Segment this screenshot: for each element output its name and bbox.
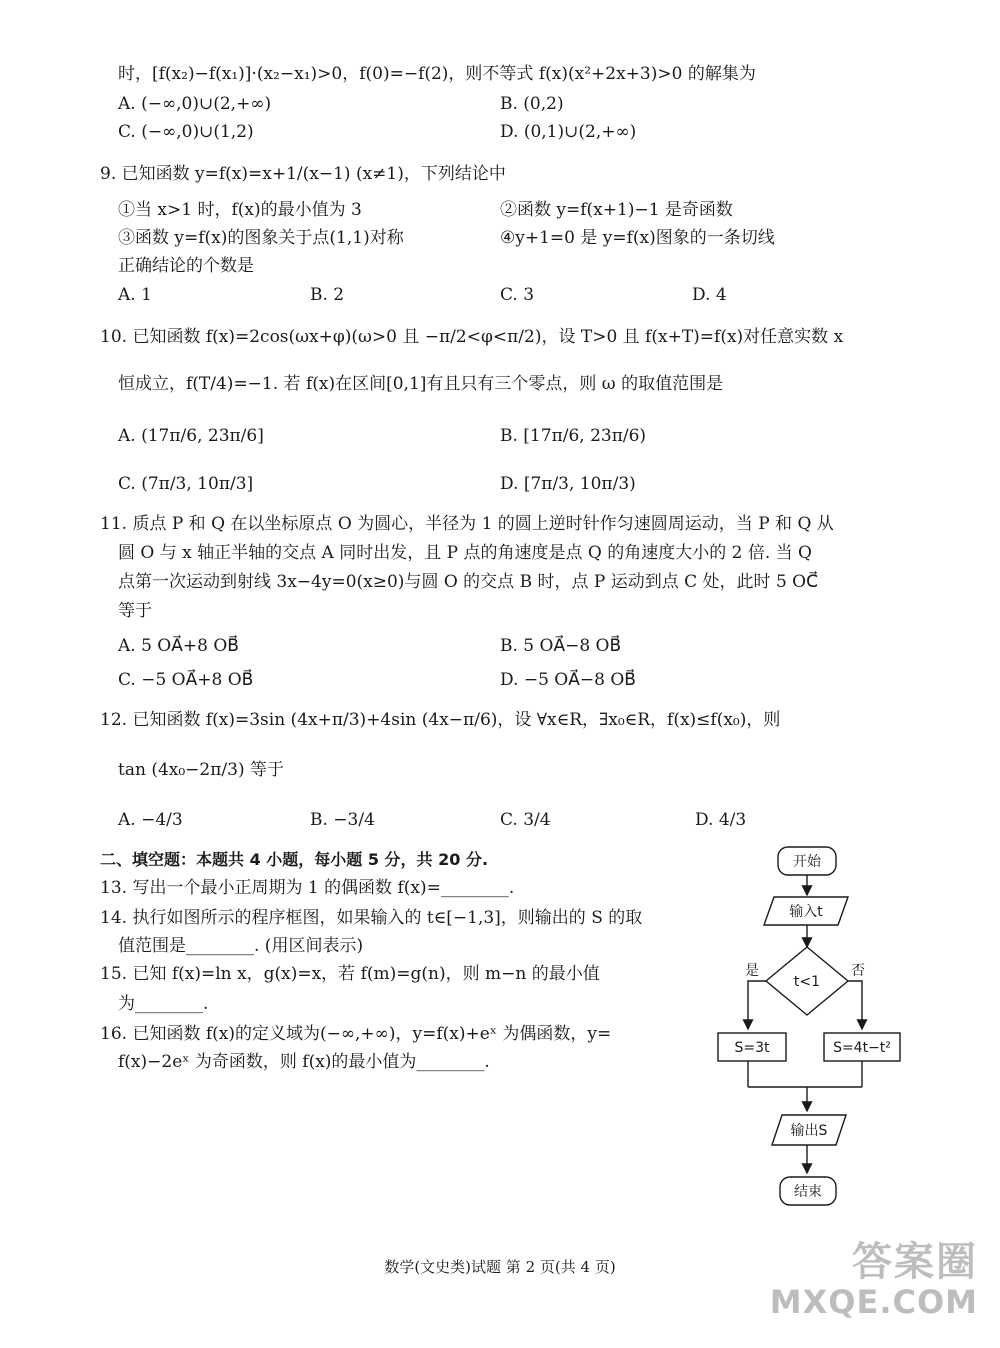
q12-option-c: C. 3/4: [500, 810, 551, 830]
q15-line-1: 15. 已知 f(x)=ln x，g(x)=x，若 f(m)=g(n)，则 m−n 的最小值: [100, 964, 600, 984]
q11-option-a: A. 5 OA⃗+8 OB⃗: [118, 636, 239, 656]
q12-option-a: A. −4/3: [118, 810, 183, 830]
q9-stem: 9. 已知函数 y=f(x)=x+1/(x−1) (x≠1)，下列结论中: [100, 164, 506, 184]
q8-option-c: C. (−∞,0)∪(1,2): [118, 122, 254, 142]
q8-option-d: D. (0,1)∪(2,+∞): [500, 122, 637, 142]
q9-option-c: C. 3: [500, 285, 535, 305]
flowchart-end-label: 结束: [794, 1184, 822, 1200]
q11-option-c: C. −5 OA⃗+8 OB⃗: [118, 670, 254, 690]
q12-stem: 12. 已知函数 f(x)=3sin (4x+π/3)+4sin (4x−π/6)，设 ∀x∈R，∃x₀∈R，f(x)≤f(x₀)，则: [100, 710, 781, 730]
q9-statement-2: ②函数 y=f(x+1)−1 是奇函数: [500, 200, 733, 220]
q11-line-2: 圆 O 与 x 轴正半轴的交点 A 同时出发，且 P 点的角速度是点 Q 的角速度大小的 2 倍. 当 Q: [118, 543, 812, 563]
q8-continuation: 时，[f(x₂)−f(x₁)]·(x₂−x₁)>0，f(0)=−f(2)，则不等式 f(x)(x²+2x+3)>0 的解集为: [118, 64, 756, 84]
watermark: [770, 1240, 978, 1320]
q10-option-d: D. [7π/3, 10π/3): [500, 474, 636, 494]
q13: 13. 写出一个最小正周期为 1 的偶函数 f(x)=________.: [100, 878, 515, 898]
flowchart-start-label: 开始: [793, 854, 821, 870]
watermark-brand: 答案圈: [852, 1239, 978, 1285]
q10-continuation: 恒成立，f(T/4)=−1. 若 f(x)在区间[0,1]有且只有三个零点，则 ω 的取值范围是: [118, 374, 724, 394]
q10-stem: 10. 已知函数 f(x)=2cos(ωx+φ)(ω>0 且 −π/2<φ<π/2)，设 T>0 且 f(x+T)=f(x)对任意实数 x: [100, 327, 844, 347]
q11-option-b: B. 5 OA⃗−8 OB⃗: [500, 636, 622, 656]
flowchart-right-label: S=4t−t²: [833, 1040, 891, 1056]
page-footer: 数学(文史类)试题 第 2 页(共 4 页): [384, 1258, 616, 1276]
q14-line-2: 值范围是________. (用区间表示): [118, 936, 364, 956]
q8-option-a: A. (−∞,0)∪(2,+∞): [118, 94, 272, 114]
q14-line-1: 14. 执行如图所示的程序框图，如果输入的 t∈[−1,3]，则输出的 S 的取: [100, 908, 643, 928]
q12-option-d: D. 4/3: [695, 810, 747, 830]
flowchart-output-label: 输出S: [790, 1123, 828, 1139]
q16-line-2: f(x)−2eˣ 为奇函数，则 f(x)的最小值为________.: [118, 1052, 490, 1072]
q12-continuation: tan (4x₀−2π/3) 等于: [118, 760, 284, 780]
q9-statement-4: ④y+1=0 是 y=f(x)图象的一条切线: [500, 228, 775, 248]
flowchart-no-label: 否: [851, 963, 865, 979]
q11-line-3: 点第一次运动到射线 3x−4y=0(x≥0)与圆 O 的交点 B 时，点 P 运动到点 C 处，此时 5 OC⃗: [118, 572, 818, 592]
flowchart-cond-label: t<1: [793, 974, 821, 990]
q10-option-a: A. (17π/6, 23π/6]: [118, 426, 264, 446]
q9-option-a: A. 1: [118, 285, 152, 305]
section-2-heading: 二、填空题：本题共 4 小题，每小题 5 分，共 20 分.: [100, 850, 489, 869]
flowchart: [700, 835, 920, 1215]
q11-line-1: 11. 质点 P 和 Q 在以坐标原点 O 为圆心，半径为 1 的圆上逆时针作匀速圆周运动，当 P 和 Q 从: [100, 514, 834, 534]
flowchart-input-label: 输入t: [789, 904, 823, 920]
q9-question: 正确结论的个数是: [118, 256, 254, 276]
q8-option-b: B. (0,2): [500, 94, 564, 114]
q11-option-d: D. −5 OA⃗−8 OB⃗: [500, 670, 636, 690]
q12-option-b: B. −3/4: [310, 810, 375, 830]
watermark-url: MXQE.COM: [769, 1283, 978, 1321]
q16-line-1: 16. 已知函数 f(x)的定义域为(−∞,+∞)，y=f(x)+eˣ 为偶函数，y=: [100, 1024, 612, 1044]
q9-option-d: D. 4: [692, 285, 727, 305]
q9-option-b: B. 2: [310, 285, 345, 305]
flowchart-left-label: S=3t: [734, 1040, 770, 1056]
q11-line-4: 等于: [118, 601, 152, 621]
flowchart-yes-label: 是: [745, 963, 759, 979]
q10-option-b: B. [17π/6, 23π/6): [500, 426, 647, 446]
q15-line-2: 为________.: [118, 994, 209, 1014]
q10-option-c: C. (7π/3, 10π/3]: [118, 474, 254, 494]
q9-statement-3: ③函数 y=f(x)的图象关于点(1,1)对称: [118, 228, 404, 248]
q9-statement-1: ①当 x>1 时，f(x)的最小值为 3: [118, 200, 362, 220]
